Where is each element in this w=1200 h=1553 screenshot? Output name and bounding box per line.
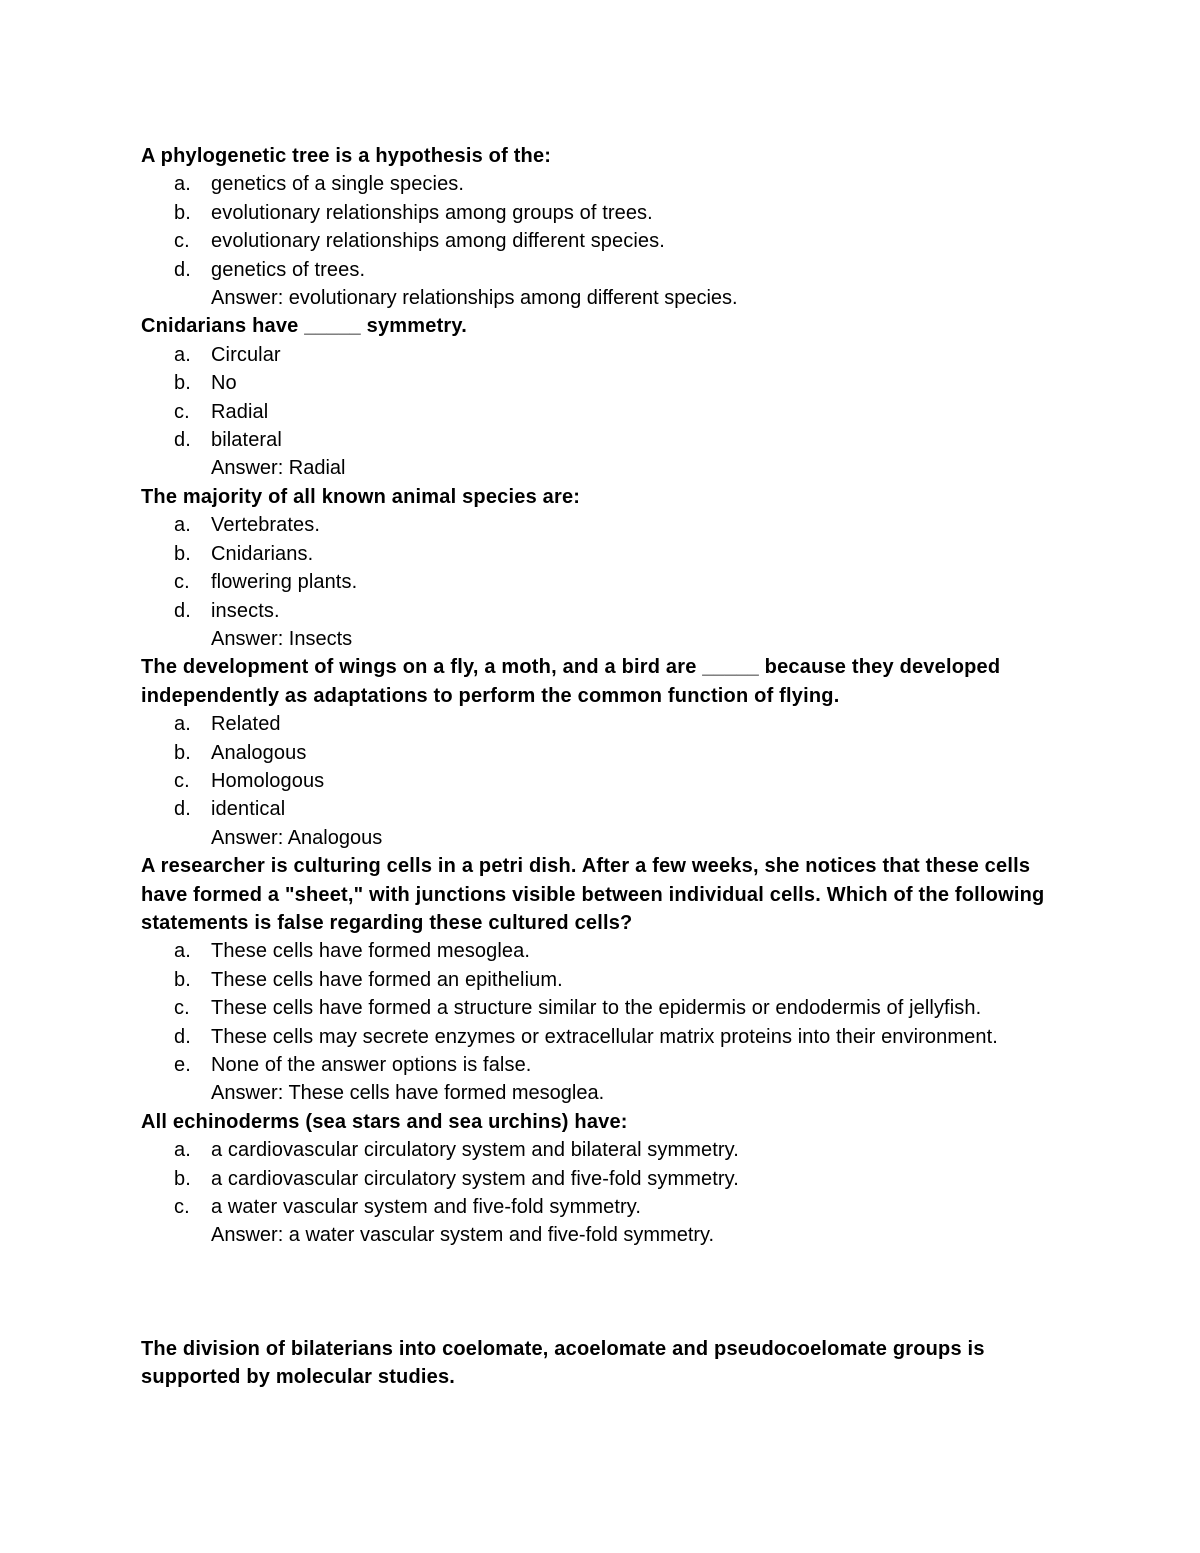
option-letter: c. <box>174 400 190 423</box>
option-text: These cells have formed mesoglea. <box>211 940 531 963</box>
option-text: Analogous <box>211 741 307 764</box>
option-letter: b. <box>174 542 191 565</box>
blank-space <box>141 1250 1071 1335</box>
answer-option <box>141 795 1071 823</box>
answer-line: Answer: These cells have formed mesoglea. <box>211 1082 605 1105</box>
option-letter: b. <box>174 201 191 224</box>
option-text: insects. <box>211 599 280 622</box>
option-letter: b. <box>174 741 191 764</box>
answer-option <box>141 597 1071 625</box>
option-text: genetics of trees. <box>211 258 366 281</box>
question-prompt: The division of bilaterians into coelomate, acoelomate and pseudocoelomate groups is supported by molecular studies. <box>141 1337 985 1389</box>
answer-option <box>141 540 1071 568</box>
answer-line: Answer: Insects <box>211 627 353 650</box>
question-block <box>141 852 1071 1108</box>
question-block <box>141 312 1071 482</box>
option-letter: d. <box>174 429 191 452</box>
question-block <box>141 1108 1071 1250</box>
answer-option <box>141 710 1071 738</box>
option-letter: c. <box>174 1196 190 1219</box>
option-letter: e. <box>174 1054 191 1076</box>
option-letter: a. <box>174 514 191 537</box>
option-letter: b. <box>174 1167 191 1190</box>
option-text: None of the answer options is false. <box>211 1054 532 1076</box>
answer-option <box>141 937 1071 965</box>
option-text: These cells have formed an epithelium. <box>211 968 563 991</box>
answer-line: Answer: Radial <box>211 457 346 480</box>
option-text: Homologous <box>211 769 325 792</box>
option-text: a cardiovascular circulatory system and five-fold symmetry. <box>211 1167 739 1190</box>
option-letter: d. <box>174 599 191 622</box>
answer-line: Answer: Analogous <box>211 826 383 849</box>
option-letter: d. <box>174 1025 191 1048</box>
answer-option <box>141 568 1071 596</box>
answer-option <box>141 511 1071 539</box>
question-prompt: A researcher is culturing cells in a petri dish. After a few weeks, she notices that these cells have formed a "sheet," with junctions visible between individual cells. Which of the following statements is false regarding these cultured cells? <box>141 855 1045 934</box>
option-letter: a. <box>174 713 191 736</box>
option-text: These cells may secrete enzymes or extracellular matrix proteins into their environment. <box>211 1025 998 1048</box>
option-letter: c. <box>174 997 190 1020</box>
answer-option <box>141 1023 1071 1051</box>
answer-option <box>141 739 1071 767</box>
option-letter: c. <box>174 230 190 253</box>
option-text: No <box>211 372 237 395</box>
question-prompt: A phylogenetic tree is a hypothesis of the: <box>141 145 552 167</box>
option-letter: a. <box>174 343 191 366</box>
answer-option <box>141 426 1071 454</box>
answer-option <box>141 199 1071 227</box>
answer-option <box>141 1136 1071 1164</box>
answer-option <box>141 341 1071 369</box>
option-letter: a. <box>174 940 191 963</box>
option-text: identical <box>211 798 286 821</box>
answer-option <box>141 767 1071 795</box>
question-block <box>141 142 1071 312</box>
question-block <box>141 653 1071 852</box>
answer-line: Answer: evolutionary relationships among different species. <box>211 287 738 310</box>
answer-option <box>141 1165 1071 1193</box>
option-text: Circular <box>211 343 281 366</box>
option-text: evolutionary relationships among different species. <box>211 230 665 253</box>
option-text: Radial <box>211 400 269 423</box>
option-letter: d. <box>174 798 191 821</box>
answer-option <box>141 1051 1071 1079</box>
option-letter: c. <box>174 769 190 792</box>
question-prompt: All echinoderms (sea stars and sea urchins) have: <box>141 1110 628 1133</box>
answer-option <box>141 369 1071 397</box>
answer-option <box>141 994 1071 1022</box>
option-letter: b. <box>174 968 191 991</box>
question-block <box>141 1335 1071 1392</box>
answer-option <box>141 1193 1071 1221</box>
option-letter: a. <box>174 1139 191 1162</box>
answer-option <box>141 170 1071 198</box>
option-letter: d. <box>174 258 191 281</box>
option-text: Related <box>211 713 281 736</box>
option-letter: a. <box>174 173 191 196</box>
answer-option <box>141 398 1071 426</box>
answer-line: Answer: a water vascular system and five-fold symmetry. <box>211 1224 715 1247</box>
answer-option <box>141 256 1071 284</box>
option-text: a cardiovascular circulatory system and bilateral symmetry. <box>211 1139 739 1162</box>
question-prompt: The majority of all known animal species are: <box>141 485 581 508</box>
option-text: Vertebrates. <box>211 514 321 537</box>
answer-option <box>141 966 1071 994</box>
option-text: Cnidarians. <box>211 542 314 565</box>
option-text: genetics of a single species. <box>211 173 465 196</box>
question-prompt: Cnidarians have _____ symmetry. <box>141 315 468 338</box>
question-block <box>141 483 1071 653</box>
option-text: bilateral <box>211 429 282 452</box>
option-text: evolutionary relationships among groups of trees. <box>211 201 653 224</box>
option-letter: c. <box>174 571 190 594</box>
option-text: a water vascular system and five-fold symmetry. <box>211 1196 642 1219</box>
option-letter: b. <box>174 372 191 395</box>
option-text: These cells have formed a structure similar to the epidermis or endodermis of jellyfish. <box>211 997 982 1020</box>
answer-option <box>141 227 1071 255</box>
option-text: flowering plants. <box>211 571 358 594</box>
document-body <box>141 142 1071 1392</box>
question-prompt: The development of wings on a fly, a moth, and a bird are _____ because they developed independently as adaptations to perform the common function of flying. <box>141 656 1001 707</box>
